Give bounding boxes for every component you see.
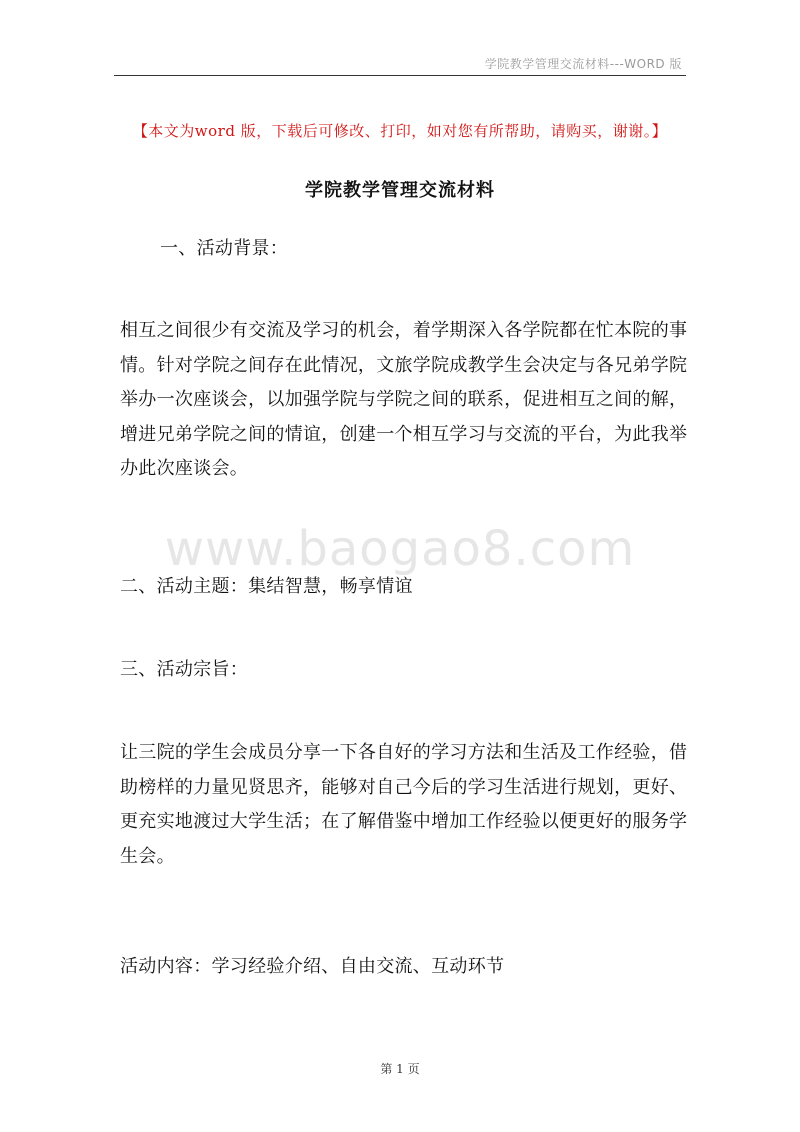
running-header: 学院教学管理交流材料---WORD 版	[484, 57, 682, 71]
background-heading: 一、活动背景：	[160, 238, 289, 259]
page-number: 第 1 页	[380, 1062, 420, 1076]
header-divider	[114, 75, 686, 76]
theme-line: 二、活动主题：集结智慧，畅享情谊	[120, 576, 413, 597]
purpose-paragraph: 让三院的学生会成员分享一下各自好的学习方法和生活及工作经验，借助榜样的力量见贤思齐，能够对自己今后的学习生活进行规划，更好、更充实地渡过大学生活；在了解借鉴中增加工作经验以便更好的服务学生会。	[120, 742, 688, 867]
document-title: 学院教学管理交流材料	[305, 180, 495, 201]
content-line: 活动内容：学习经验介绍、自由交流、互动环节	[120, 956, 505, 977]
background-paragraph: 相互之间很少有交流及学习的机会，着学期深入各学院都在忙本院的事情。针对学院之间存在此情况，文旅学院成教学生会决定与各兄弟学院举办一次座谈会，以加强学院与学院之间的联系，促进相互之间的解，增进兄弟学院之间的情谊，创建一个相互学习与交流的平台，为此我举办此次座谈会。	[120, 320, 688, 479]
purpose-heading: 三、活动宗旨：	[120, 659, 249, 680]
purchase-notice: 【本文为word 版，下载后可修改、打印，如对您有所帮助，请购买，谢谢。】	[132, 122, 668, 140]
watermark-text: www.baogao8.com	[164, 521, 636, 577]
